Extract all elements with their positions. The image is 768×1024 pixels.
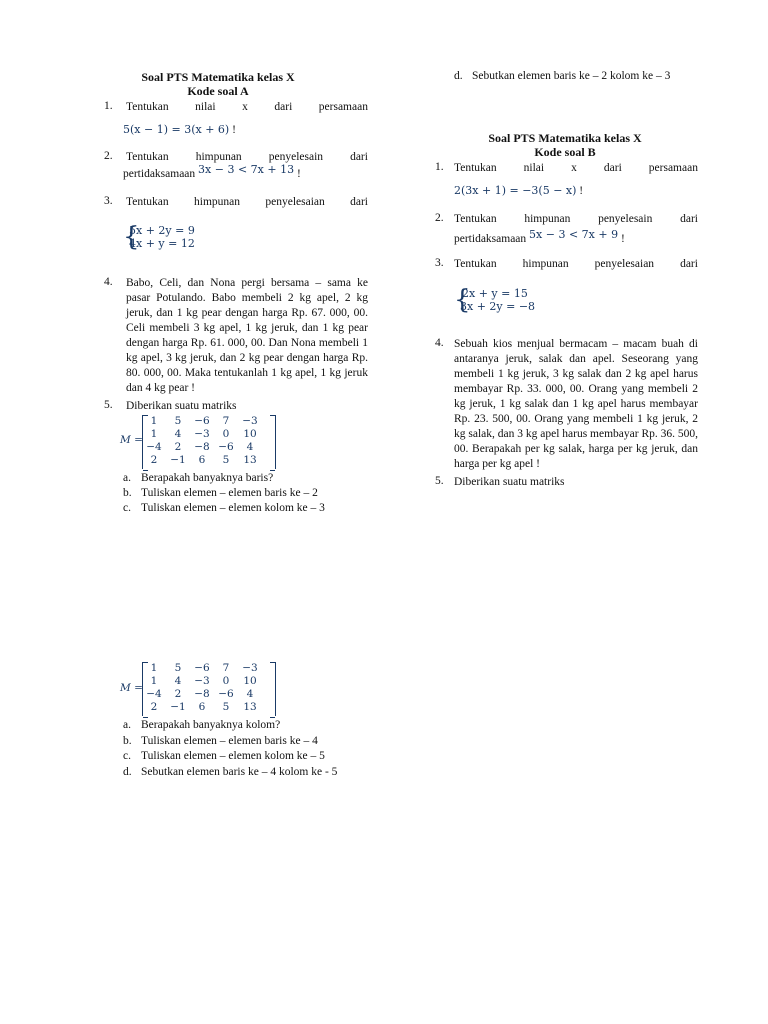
matrix-label: M = bbox=[120, 682, 143, 694]
inequality-line bbox=[454, 228, 625, 245]
system-eq-1: 5x + 2y = 9 bbox=[129, 224, 195, 237]
left-title-line1: Soal PTS Matematika kelas X bbox=[141, 70, 295, 84]
question-number: 4. bbox=[435, 337, 444, 349]
matrix-cell: 4 bbox=[246, 441, 254, 453]
matrix-cell: 7 bbox=[222, 415, 230, 427]
word: penyelesain bbox=[598, 213, 653, 225]
exclamation: ! bbox=[232, 124, 236, 136]
word: Tentukan bbox=[126, 101, 169, 113]
matrix-cell: −6 bbox=[218, 441, 234, 453]
matrix-row bbox=[142, 454, 262, 467]
equation-system bbox=[454, 285, 574, 315]
word: Tentukan bbox=[454, 258, 497, 270]
word: nilai bbox=[195, 101, 216, 113]
matrix-cell: 6 bbox=[198, 454, 206, 466]
word: himpunan bbox=[194, 196, 240, 208]
right-question-1 bbox=[435, 161, 698, 201]
system-eq-2: 4x + y = 12 bbox=[129, 237, 195, 250]
sub-letter: a. bbox=[123, 719, 131, 731]
sub-text: Tuliskan elemen – elemen kolom ke – 3 bbox=[141, 502, 325, 514]
matrix-cell: −4 bbox=[146, 441, 162, 453]
matrix-cell: 5 bbox=[174, 415, 182, 427]
sub-letter: c. bbox=[123, 502, 131, 514]
word: himpunan bbox=[522, 258, 569, 270]
matrix-cell: 4 bbox=[174, 675, 182, 687]
question-number: 1. bbox=[435, 161, 444, 173]
question-3-words bbox=[126, 195, 368, 210]
matrix-row bbox=[142, 415, 262, 428]
word: persamaan bbox=[318, 101, 368, 113]
matrix-cell: −3 bbox=[194, 675, 210, 687]
matrix-cell: −1 bbox=[170, 454, 186, 466]
matrix-cell: −6 bbox=[194, 415, 210, 427]
word: Tentukan bbox=[454, 213, 497, 225]
question-3-words bbox=[454, 257, 698, 272]
left-question-3 bbox=[104, 195, 368, 255]
matrix-cell: −8 bbox=[194, 688, 210, 700]
question-number: 2. bbox=[435, 212, 444, 224]
matrix-row bbox=[142, 688, 262, 701]
question-number: 3. bbox=[104, 195, 113, 207]
sub-question-b bbox=[123, 486, 368, 501]
matrix-label: M = bbox=[120, 434, 143, 446]
question-1-words bbox=[454, 161, 698, 176]
matrix-row bbox=[142, 675, 262, 688]
sub-letter: d. bbox=[123, 766, 132, 778]
sub-letter: a. bbox=[123, 472, 131, 484]
matrix-cell: 2 bbox=[150, 701, 158, 713]
right-question-4 bbox=[435, 337, 698, 473]
right-title-line2: Kode soal B bbox=[534, 145, 596, 159]
matrix-cell: 2 bbox=[174, 441, 182, 453]
sub-text: Berapakah banyaknya kolom? bbox=[141, 719, 281, 731]
question-number: 4. bbox=[104, 276, 113, 288]
sub-text: Tuliskan elemen – elemen baris ke – 4 bbox=[141, 735, 318, 747]
matrix-cell: 7 bbox=[222, 662, 230, 674]
matrix-cell: 4 bbox=[174, 428, 182, 440]
question-number: 3. bbox=[435, 257, 444, 269]
question-text: Diberikan suatu matriks bbox=[126, 400, 237, 412]
lead-text: pertidaksamaan bbox=[123, 168, 196, 180]
matrix-cell: −6 bbox=[218, 688, 234, 700]
inequality: 5x − 3 < 7x + 9 bbox=[529, 228, 619, 241]
word: himpunan bbox=[195, 151, 242, 163]
system-eq-2: 3x + 2y = −8 bbox=[460, 300, 536, 313]
word: penyelesain bbox=[268, 151, 324, 163]
matrix-cell: −8 bbox=[194, 441, 210, 453]
inequality: 3x − 3 < 7x + 13 bbox=[198, 163, 295, 176]
word: penyelesaian bbox=[594, 258, 655, 270]
matrix-cell: 5 bbox=[222, 454, 230, 466]
matrix-cell: 4 bbox=[246, 688, 254, 700]
matrix-cell: 5 bbox=[222, 701, 230, 713]
word: nilai bbox=[523, 162, 545, 174]
word: himpunan bbox=[524, 213, 571, 225]
matrix-cell: 1 bbox=[150, 415, 158, 427]
matrix-row bbox=[142, 428, 262, 441]
right-question-3 bbox=[435, 257, 698, 317]
word: dari bbox=[350, 196, 368, 208]
exclamation: ! bbox=[579, 185, 584, 197]
question-text: Babo, Celi, dan Nona pergi bersama – sama ke pasar Potulando. Babo membeli 2 kg apel, 2 kg jeruk, dan 1 kg pear dengan harga Rp. 67. 000, 00. Celi membeli 3 kg apel, 1 kg jeruk, dan 1 kg pear dengan harga Rp. 61. 000, 00. Dan Nona membeli 1 kg apel, 3 kg jeruk, dan 2 kg pear dengan harga Rp. 80. 000, 00. Maka tentukanlah 1 kg apel, 1 kg jeruk dan 4 kg pear ! bbox=[126, 277, 368, 394]
matrix-cell: 2 bbox=[150, 454, 158, 466]
matrix-m bbox=[120, 415, 290, 469]
sub-letter: b. bbox=[123, 735, 132, 747]
matrix-cell: 13 bbox=[243, 454, 257, 466]
sub-letter: c. bbox=[123, 750, 131, 762]
question-text: Diberikan suatu matriks bbox=[454, 476, 565, 488]
left-question-5 bbox=[104, 399, 368, 517]
right-question-5 bbox=[435, 475, 698, 491]
sub-letter: d. bbox=[454, 70, 463, 82]
matrix-cell: −3 bbox=[194, 428, 210, 440]
question-number: 5. bbox=[435, 475, 444, 487]
sub-text: Tuliskan elemen – elemen kolom ke – 5 bbox=[141, 750, 325, 762]
matrix-cell: −3 bbox=[242, 662, 258, 674]
matrix-cell: 0 bbox=[222, 428, 230, 440]
word: dari bbox=[350, 151, 368, 163]
matrix-table bbox=[142, 662, 262, 714]
bottom-sub-question-a bbox=[123, 718, 383, 733]
word: persamaan bbox=[648, 162, 698, 174]
bottom-sub-question-d bbox=[123, 765, 383, 780]
exclamation: ! bbox=[296, 168, 301, 180]
word: dari bbox=[274, 101, 293, 113]
matrix-cell: 1 bbox=[150, 662, 158, 674]
matrix-cell: 0 bbox=[222, 675, 230, 687]
word: dari bbox=[680, 213, 698, 225]
question-number: 1. bbox=[104, 100, 113, 112]
equation-system bbox=[123, 222, 243, 252]
right-question-2 bbox=[435, 212, 698, 248]
brace: { bbox=[454, 285, 471, 315]
question-number: 2. bbox=[104, 150, 113, 162]
sub-text: Berapakah banyaknya baris? bbox=[141, 472, 274, 484]
equation: 5(x − 1) = 3(x + 6) bbox=[123, 123, 230, 136]
matrix-table bbox=[142, 415, 262, 467]
matrix-row bbox=[142, 441, 262, 454]
matrix-row bbox=[142, 701, 262, 714]
word: x bbox=[242, 101, 248, 113]
sub-text: Sebutkan elemen baris ke – 4 kolom ke - 5 bbox=[141, 766, 338, 778]
bottom-sub-question-c bbox=[123, 749, 383, 764]
word: dari bbox=[680, 258, 698, 270]
question-1-words bbox=[126, 100, 368, 115]
sub-text: Sebutkan elemen baris ke – 2 kolom ke – 3 bbox=[472, 70, 671, 82]
left-title bbox=[100, 70, 336, 98]
left-question-4 bbox=[104, 276, 368, 398]
sub-letter: b. bbox=[123, 487, 132, 499]
matrix-cell: 2 bbox=[174, 688, 182, 700]
word: Tentukan bbox=[126, 196, 169, 208]
sub-text: Tuliskan elemen – elemen baris ke – 2 bbox=[141, 487, 318, 499]
left-sub-question-d bbox=[454, 69, 714, 84]
word: x bbox=[571, 162, 577, 174]
matrix-cell: 10 bbox=[243, 428, 257, 440]
left-title-line2: Kode soal A bbox=[187, 84, 249, 98]
left-question-1 bbox=[104, 100, 368, 140]
exclamation: ! bbox=[620, 233, 625, 245]
question-text: Sebuah kios menjual bermacam – macam buah di antaranya jeruk, salak dan apel. Seseorang yang membeli 1 kg jeruk, 3 kg salak dan 2 kg apel harus membayar Rp. 33. 000, 00. Orang yang membeli 2 kg jeruk, 1 kg salak dan 1 kg apel harus membayar Rp. 23. 500, 00. Orang yang membeli 1 kg jeruk, 2 kg salak, dan 3 kg apel harus membayar Rp. 36. 500, 00. Berapakah per kg salak, harga per kg jeruk, dan harga per kg apel ! bbox=[454, 338, 698, 470]
system-eq-1: 2x + y = 15 bbox=[462, 287, 528, 300]
matrix-cell: −4 bbox=[146, 688, 162, 700]
equation: 2(3x + 1) = −3(5 − x) bbox=[454, 184, 577, 197]
sub-question-c bbox=[123, 501, 368, 516]
matrix-row bbox=[142, 662, 262, 675]
brace: { bbox=[123, 222, 140, 252]
matrix-cell: 5 bbox=[174, 662, 182, 674]
matrix-cell: 1 bbox=[150, 428, 158, 440]
word: Tentukan bbox=[454, 162, 497, 174]
matrix-cell: 1 bbox=[150, 675, 158, 687]
equation-line bbox=[123, 123, 236, 136]
matrix-cell: −6 bbox=[194, 662, 210, 674]
question-2-words bbox=[454, 212, 698, 227]
question-number: 5. bbox=[104, 399, 113, 411]
sub-question-a bbox=[123, 471, 368, 486]
bottom-sub-question-b bbox=[123, 734, 383, 749]
matrix-cell: 10 bbox=[243, 675, 257, 687]
matrix-cell: −1 bbox=[170, 701, 186, 713]
inequality-line bbox=[123, 163, 301, 180]
matrix-cell: 6 bbox=[198, 701, 206, 713]
word: Tentukan bbox=[126, 151, 169, 163]
left-question-2 bbox=[104, 150, 368, 186]
right-title bbox=[432, 131, 698, 159]
word: penyelesaian bbox=[265, 196, 325, 208]
equation-line bbox=[454, 184, 583, 197]
lead-text: pertidaksamaan bbox=[454, 233, 527, 245]
right-title-line1: Soal PTS Matematika kelas X bbox=[488, 131, 642, 145]
word: dari bbox=[603, 162, 622, 174]
matrix-m-b bbox=[120, 662, 290, 716]
matrix-cell: −3 bbox=[242, 415, 258, 427]
matrix-cell: 13 bbox=[243, 701, 257, 713]
